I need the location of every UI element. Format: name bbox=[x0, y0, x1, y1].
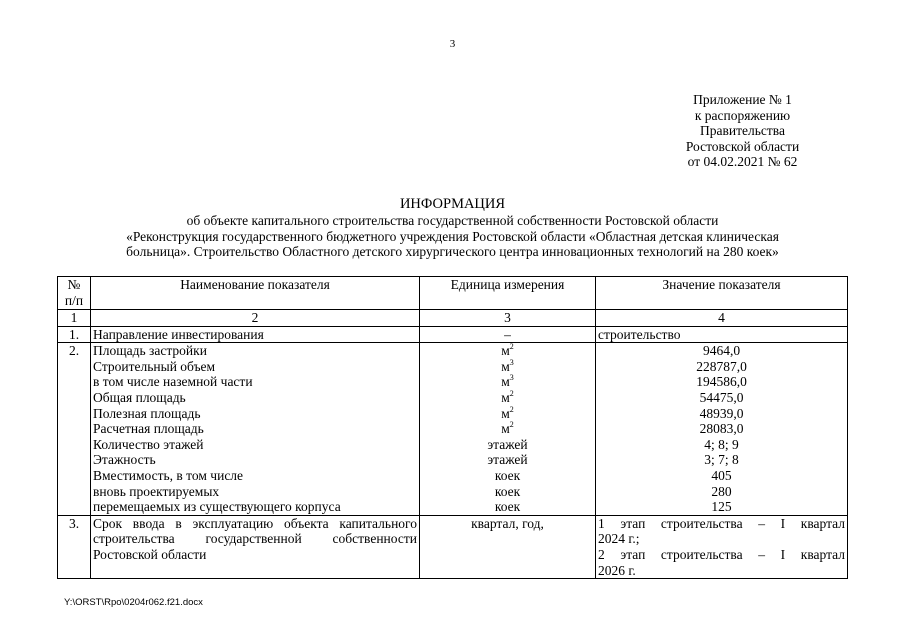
indicator-name: Количество этажей bbox=[93, 436, 204, 452]
indicator-unit: $м^2$ bbox=[501, 342, 514, 359]
header-number: № п/п bbox=[58, 277, 91, 310]
indicator-name bbox=[91, 515, 420, 578]
value-line: 2026 г. bbox=[598, 562, 636, 578]
indicator-value: 405 bbox=[711, 467, 732, 483]
indicator-unit: квартал, год, bbox=[420, 515, 596, 578]
document-title: ИНФОРМАЦИЯ bbox=[399, 196, 506, 212]
page-number: 3 bbox=[449, 38, 456, 50]
document-heading bbox=[40, 196, 865, 260]
indicator-value: 3; 7; 8 bbox=[704, 452, 739, 468]
indicator-unit: коек bbox=[494, 467, 521, 483]
row-number: 1. bbox=[58, 326, 91, 343]
heading-line: больница». Строительство Областного детского хирургического центра инновационных технологий на 280 коек» bbox=[126, 244, 779, 260]
indicator-value: 4; 8; 9 bbox=[704, 436, 739, 452]
indicator-name: Строительный объем bbox=[93, 358, 216, 374]
indicator-unit: $м^2$ bbox=[501, 388, 514, 405]
indicator-unit: коек bbox=[494, 483, 521, 499]
indicator-unit: этажей bbox=[487, 452, 528, 468]
indicator-name: вновь проектируемых bbox=[93, 483, 220, 499]
indicator-names bbox=[91, 343, 420, 516]
table-row bbox=[58, 343, 848, 516]
indicator-name: Направление инвестирования bbox=[91, 326, 420, 343]
indicator-value: 48939,0 bbox=[699, 405, 744, 421]
name-line: строительства государственной собственности bbox=[93, 531, 417, 547]
table-row bbox=[58, 326, 848, 343]
numbering-cell: 4 bbox=[596, 310, 848, 327]
table-row bbox=[58, 515, 848, 578]
value-line: 2024 г.; bbox=[598, 531, 640, 547]
numbering-cell: 3 bbox=[420, 310, 596, 327]
indicator-unit: $м^2$ bbox=[501, 404, 514, 421]
indicator-value: 194586,0 bbox=[696, 374, 747, 390]
indicator-value bbox=[596, 515, 848, 578]
numbering-cell: 1 bbox=[58, 310, 91, 327]
annex-line: Ростовской области bbox=[685, 138, 800, 154]
info-table bbox=[57, 276, 848, 579]
header-unit: Единица измерения bbox=[420, 277, 596, 310]
value-line: 2 этап строительства – I квартал bbox=[598, 546, 845, 562]
value-line: 1 этап строительства – I квартал bbox=[598, 515, 845, 531]
indicator-value: 228787,0 bbox=[696, 358, 747, 374]
indicator-name: Этажность bbox=[93, 452, 156, 468]
annex-block bbox=[660, 92, 825, 170]
annex-line: Правительства bbox=[700, 123, 785, 139]
indicator-name: в том числе наземной части bbox=[93, 374, 253, 390]
indicator-values bbox=[596, 343, 848, 516]
table-numbering-row bbox=[58, 310, 848, 327]
indicator-unit: $м^2$ bbox=[501, 420, 514, 437]
indicator-unit: этажей bbox=[487, 436, 528, 452]
indicator-value: 54475,0 bbox=[699, 389, 744, 405]
indicator-name: перемещаемых из существующего корпуса bbox=[93, 499, 341, 515]
indicator-name: Общая площадь bbox=[93, 389, 186, 405]
indicator-unit: $м^3$ bbox=[501, 373, 514, 390]
spacer-line bbox=[93, 563, 417, 579]
indicator-value: 125 bbox=[711, 499, 732, 515]
heading-line: «Реконструкция государственного бюджетного учреждения Ростовской области «Областная детская клиническая bbox=[126, 228, 779, 244]
indicator-name: Расчетная площадь bbox=[93, 421, 204, 437]
indicator-unit: коек bbox=[494, 499, 521, 515]
indicator-value: строительство bbox=[596, 326, 848, 343]
indicator-unit: $м^3$ bbox=[501, 357, 514, 374]
annex-line: к распоряжению bbox=[694, 107, 791, 123]
name-line: Срок ввода в эксплуатацию объекта капитального bbox=[93, 515, 417, 531]
file-path-footer: Y:\ORST\Rpo\0204r062.f21.docx bbox=[64, 597, 203, 608]
annex-line: от 04.02.2021 № 62 bbox=[687, 154, 798, 170]
numbering-cell: 2 bbox=[91, 310, 420, 327]
indicator-units bbox=[420, 343, 596, 516]
name-line: Ростовской области bbox=[93, 546, 207, 562]
indicator-value: 280 bbox=[711, 483, 732, 499]
row-number: 3. bbox=[58, 515, 91, 578]
indicator-value: 9464,0 bbox=[702, 343, 741, 359]
indicator-name: Вместимость, в том числе bbox=[93, 467, 244, 483]
indicator-name: Полезная площадь bbox=[93, 405, 201, 421]
indicator-value: 28083,0 bbox=[699, 421, 744, 437]
heading-line: об объекте капитального строительства государственной собственности Ростовской области bbox=[186, 213, 719, 228]
indicator-name: Площадь застройки bbox=[93, 343, 207, 359]
header-value: Значение показателя bbox=[596, 277, 848, 310]
annex-line: Приложение № 1 bbox=[693, 92, 792, 107]
table-header-row bbox=[58, 277, 848, 310]
indicator-unit: – bbox=[420, 326, 596, 343]
row-number: 2. bbox=[58, 343, 91, 516]
header-name: Наименование показателя bbox=[91, 277, 420, 310]
